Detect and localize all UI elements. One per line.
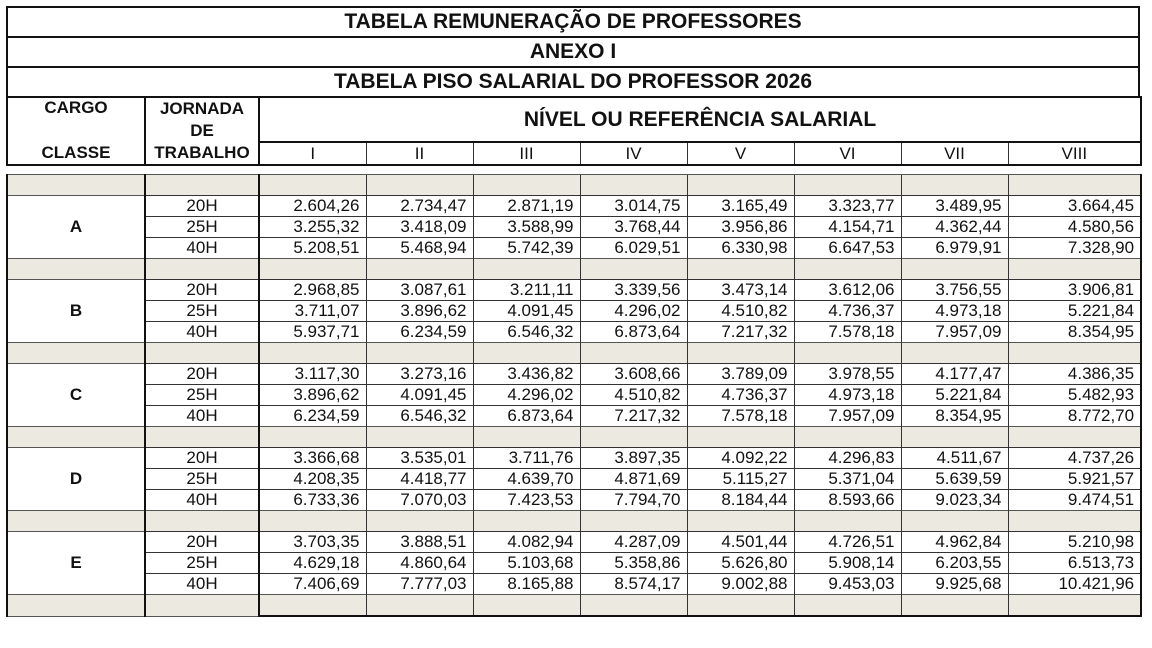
spacer-cell [7,511,145,532]
spacer-cell [259,343,366,364]
spacer-cell [1008,175,1141,196]
salary-value: 6.234,59 [366,322,473,343]
header-cargo: CARGO [7,97,145,120]
spacer-cell [687,595,794,617]
salary-value: 3.896,62 [366,301,473,322]
spacer-cell [366,175,473,196]
salary-value: 3.789,09 [687,364,794,385]
salary-value: 7.423,53 [473,490,580,511]
salary-value: 3.339,56 [580,280,687,301]
salary-value: 4.296,83 [794,448,901,469]
main-title: TABELA REMUNERAÇÃO DE PROFESSORES [6,6,1140,36]
spacer-cell [259,175,366,196]
salary-value: 9.453,03 [794,574,901,595]
salary-value: 9.002,88 [687,574,794,595]
salary-value: 7.217,32 [687,322,794,343]
annex-title: ANEXO I [6,36,1140,66]
table-row [7,553,1141,574]
spacer-cell [7,175,145,196]
salary-value: 4.962,84 [901,532,1008,553]
salary-value: 6.733,36 [259,490,366,511]
spacer-cell [794,511,901,532]
salary-value: 3.956,86 [687,217,794,238]
spacer-cell [794,259,901,280]
salary-value: 3.087,61 [366,280,473,301]
spacer-cell [7,343,145,364]
salary-value: 5.208,51 [259,238,366,259]
salary-value: 5.358,86 [580,553,687,574]
spacer-cell [259,427,366,448]
spacer-cell [259,595,366,617]
salary-value: 7.328,90 [1008,238,1141,259]
salary-value: 4.629,18 [259,553,366,574]
spacer-cell [366,343,473,364]
salary-value: 6.546,32 [366,406,473,427]
spacer-cell [259,511,366,532]
spacer-cell [7,259,145,280]
salary-value: 4.510,82 [687,301,794,322]
salary-value: 2.604,26 [259,196,366,217]
salary-value: 5.937,71 [259,322,366,343]
salary-value: 2.734,47 [366,196,473,217]
spacer-cell [473,511,580,532]
jornada-cell: 20H [145,280,259,301]
salary-value: 3.703,35 [259,532,366,553]
header-nivel: NÍVEL OU REFERÊNCIA SALARIAL [259,97,1141,142]
jornada-cell: 40H [145,574,259,595]
spacer-cell [145,427,259,448]
salary-value: 3.888,51 [366,532,473,553]
salary-value: 5.221,84 [901,385,1008,406]
salary-value: 4.362,44 [901,217,1008,238]
salary-value: 4.736,37 [687,385,794,406]
salary-value: 5.221,84 [1008,301,1141,322]
salary-value: 3.436,82 [473,364,580,385]
salary-value: 7.957,09 [901,322,1008,343]
spacer-cell [145,259,259,280]
spacer-cell [1008,259,1141,280]
spacer-cell [145,343,259,364]
salary-value: 4.208,35 [259,469,366,490]
jornada-cell: 25H [145,385,259,406]
salary-value: 4.511,67 [901,448,1008,469]
salary-value: 5.103,68 [473,553,580,574]
salary-value: 4.418,77 [366,469,473,490]
salary-value: 9.023,34 [901,490,1008,511]
salary-value: 4.287,09 [580,532,687,553]
salary-value: 3.906,81 [1008,280,1141,301]
salary-value: 4.510,82 [580,385,687,406]
salary-value: 3.711,07 [259,301,366,322]
spacer-cell [366,595,473,617]
salary-value: 5.482,93 [1008,385,1141,406]
spacer-cell [580,427,687,448]
spacer-cell [366,511,473,532]
table-row [7,196,1141,217]
spacer-cell [366,427,473,448]
salary-value: 7.794,70 [580,490,687,511]
spacer-cell [145,511,259,532]
salary-value: 5.742,39 [473,238,580,259]
salary-value: 9.474,51 [1008,490,1141,511]
salary-value: 7.578,18 [794,322,901,343]
spacer-cell [901,343,1008,364]
salary-value: 7.957,09 [794,406,901,427]
salary-value: 5.908,14 [794,553,901,574]
salary-value: 6.647,53 [794,238,901,259]
jornada-cell: 25H [145,553,259,574]
spacer-cell [473,595,580,617]
spacer-cell [473,175,580,196]
jornada-cell: 20H [145,196,259,217]
salary-table-document [6,6,1140,617]
salary-value: 5.115,27 [687,469,794,490]
spacer-cell [794,427,901,448]
spacer-cell [145,595,259,617]
spacer-cell [7,595,145,617]
salary-value: 6.330,98 [687,238,794,259]
salary-value: 7.777,03 [366,574,473,595]
spacer-cell [794,595,901,617]
spacer-cell [901,259,1008,280]
level-header: VI [794,142,901,165]
salary-value: 4.177,47 [901,364,1008,385]
spacer-cell [145,175,259,196]
sub-title: TABELA PISO SALARIAL DO PROFESSOR 2026 [6,66,1140,96]
jornada-cell: 25H [145,469,259,490]
table-row [7,448,1141,469]
salary-value: 3.664,45 [1008,196,1141,217]
salary-value: 4.726,51 [794,532,901,553]
spacer-cell [687,175,794,196]
salary-value: 4.973,18 [794,385,901,406]
class-label: C [7,364,145,427]
jornada-cell: 40H [145,406,259,427]
class-label: E [7,532,145,595]
spacer-cell [1008,595,1141,617]
salary-value: 3.588,99 [473,217,580,238]
salary-value: 6.873,64 [473,406,580,427]
salary-value: 3.756,55 [901,280,1008,301]
salary-value: 3.117,30 [259,364,366,385]
spacer-cell [901,595,1008,617]
jornada-cell: 40H [145,490,259,511]
spacer-cell [1008,427,1141,448]
jornada-cell: 40H [145,238,259,259]
salary-value: 3.768,44 [580,217,687,238]
class-label: D [7,448,145,511]
table-row [7,238,1141,259]
salary-value: 7.406,69 [259,574,366,595]
salary-value: 4.736,37 [794,301,901,322]
salary-value: 3.211,11 [473,280,580,301]
salary-value: 6.546,32 [473,322,580,343]
salary-value: 4.092,22 [687,448,794,469]
spacer-cell [794,175,901,196]
spacer-cell [687,343,794,364]
salary-value: 4.639,70 [473,469,580,490]
table-row [7,217,1141,238]
table-row [7,280,1141,301]
jornada-cell: 25H [145,301,259,322]
table-row [7,469,1141,490]
salary-value: 4.737,26 [1008,448,1141,469]
salary-value: 3.711,76 [473,448,580,469]
salary-value: 10.421,96 [1008,574,1141,595]
spacer-cell [473,427,580,448]
salary-value: 4.580,56 [1008,217,1141,238]
salary-value: 2.871,19 [473,196,580,217]
salary-value: 3.978,55 [794,364,901,385]
salary-value: 3.014,75 [580,196,687,217]
table-row [7,385,1141,406]
salary-value: 3.896,62 [259,385,366,406]
spacer-cell [7,427,145,448]
spacer-cell [687,511,794,532]
salary-value: 9.925,68 [901,574,1008,595]
salary-value: 4.082,94 [473,532,580,553]
level-header: VIII [1008,142,1141,165]
salary-value: 8.593,66 [794,490,901,511]
salary-value: 4.973,18 [901,301,1008,322]
salary-value: 4.091,45 [366,385,473,406]
salary-value: 6.979,91 [901,238,1008,259]
salary-value: 5.210,98 [1008,532,1141,553]
salary-value: 4.296,02 [473,385,580,406]
header-jornada-2: DE [145,120,259,142]
jornada-cell: 20H [145,364,259,385]
salary-value: 8.574,17 [580,574,687,595]
salary-value: 2.968,85 [259,280,366,301]
table-row [7,574,1141,595]
salary-value: 3.418,09 [366,217,473,238]
header-classe: CLASSE [7,142,145,165]
spacer-cell [473,259,580,280]
salary-value: 4.154,71 [794,217,901,238]
salary-value: 3.608,66 [580,364,687,385]
header-jornada-3: TRABALHO [145,142,259,165]
salary-value: 4.871,69 [580,469,687,490]
level-header: II [366,142,473,165]
class-label: A [7,196,145,259]
spacer-cell [901,427,1008,448]
spacer-cell [687,259,794,280]
salary-value: 5.468,94 [366,238,473,259]
level-header: III [473,142,580,165]
spacer-cell [473,343,580,364]
spacer-cell [901,511,1008,532]
salary-value: 3.897,35 [580,448,687,469]
salary-value: 8.184,44 [687,490,794,511]
table-row [7,364,1141,385]
spacer-cell [259,259,366,280]
spacer-cell [901,175,1008,196]
spacer-cell [687,427,794,448]
spacer-cell [794,343,901,364]
salary-value: 8.354,95 [1008,322,1141,343]
salary-value: 3.273,16 [366,364,473,385]
level-header: VII [901,142,1008,165]
salary-value: 5.626,80 [687,553,794,574]
salary-value: 3.165,49 [687,196,794,217]
salary-value: 3.612,06 [794,280,901,301]
spacer-cell [1008,343,1141,364]
jornada-cell: 20H [145,532,259,553]
spacer-cell [1008,511,1141,532]
salary-value: 6.203,55 [901,553,1008,574]
salary-value: 3.489,95 [901,196,1008,217]
jornada-cell: 20H [145,448,259,469]
salary-table [6,96,1142,617]
spacer-cell [580,511,687,532]
salary-value: 7.578,18 [687,406,794,427]
jornada-cell: 40H [145,322,259,343]
salary-value: 4.860,64 [366,553,473,574]
salary-value: 6.029,51 [580,238,687,259]
spacer-cell [580,259,687,280]
salary-value: 3.473,14 [687,280,794,301]
salary-value: 5.639,59 [901,469,1008,490]
spacer-cell [366,259,473,280]
salary-value: 3.255,32 [259,217,366,238]
class-label: B [7,280,145,343]
salary-value: 5.921,57 [1008,469,1141,490]
level-header: IV [580,142,687,165]
salary-value: 6.234,59 [259,406,366,427]
level-header: V [687,142,794,165]
spacer-cell [580,343,687,364]
salary-value: 5.371,04 [794,469,901,490]
salary-value: 4.296,02 [580,301,687,322]
salary-value: 8.772,70 [1008,406,1141,427]
salary-value: 4.091,45 [473,301,580,322]
table-row [7,301,1141,322]
salary-value: 8.354,95 [901,406,1008,427]
salary-value: 3.535,01 [366,448,473,469]
table-row [7,322,1141,343]
salary-value: 8.165,88 [473,574,580,595]
level-header: I [259,142,366,165]
spacer-cell [580,175,687,196]
salary-value: 3.366,68 [259,448,366,469]
jornada-cell: 25H [145,217,259,238]
spacer-cell [580,595,687,617]
table-row [7,532,1141,553]
salary-value: 6.513,73 [1008,553,1141,574]
salary-value: 3.323,77 [794,196,901,217]
salary-value: 7.217,32 [580,406,687,427]
salary-value: 4.501,44 [687,532,794,553]
header-jornada-1: JORNADA [145,97,259,120]
salary-value: 7.070,03 [366,490,473,511]
salary-value: 4.386,35 [1008,364,1141,385]
table-row [7,406,1141,427]
table-row [7,490,1141,511]
salary-value: 6.873,64 [580,322,687,343]
